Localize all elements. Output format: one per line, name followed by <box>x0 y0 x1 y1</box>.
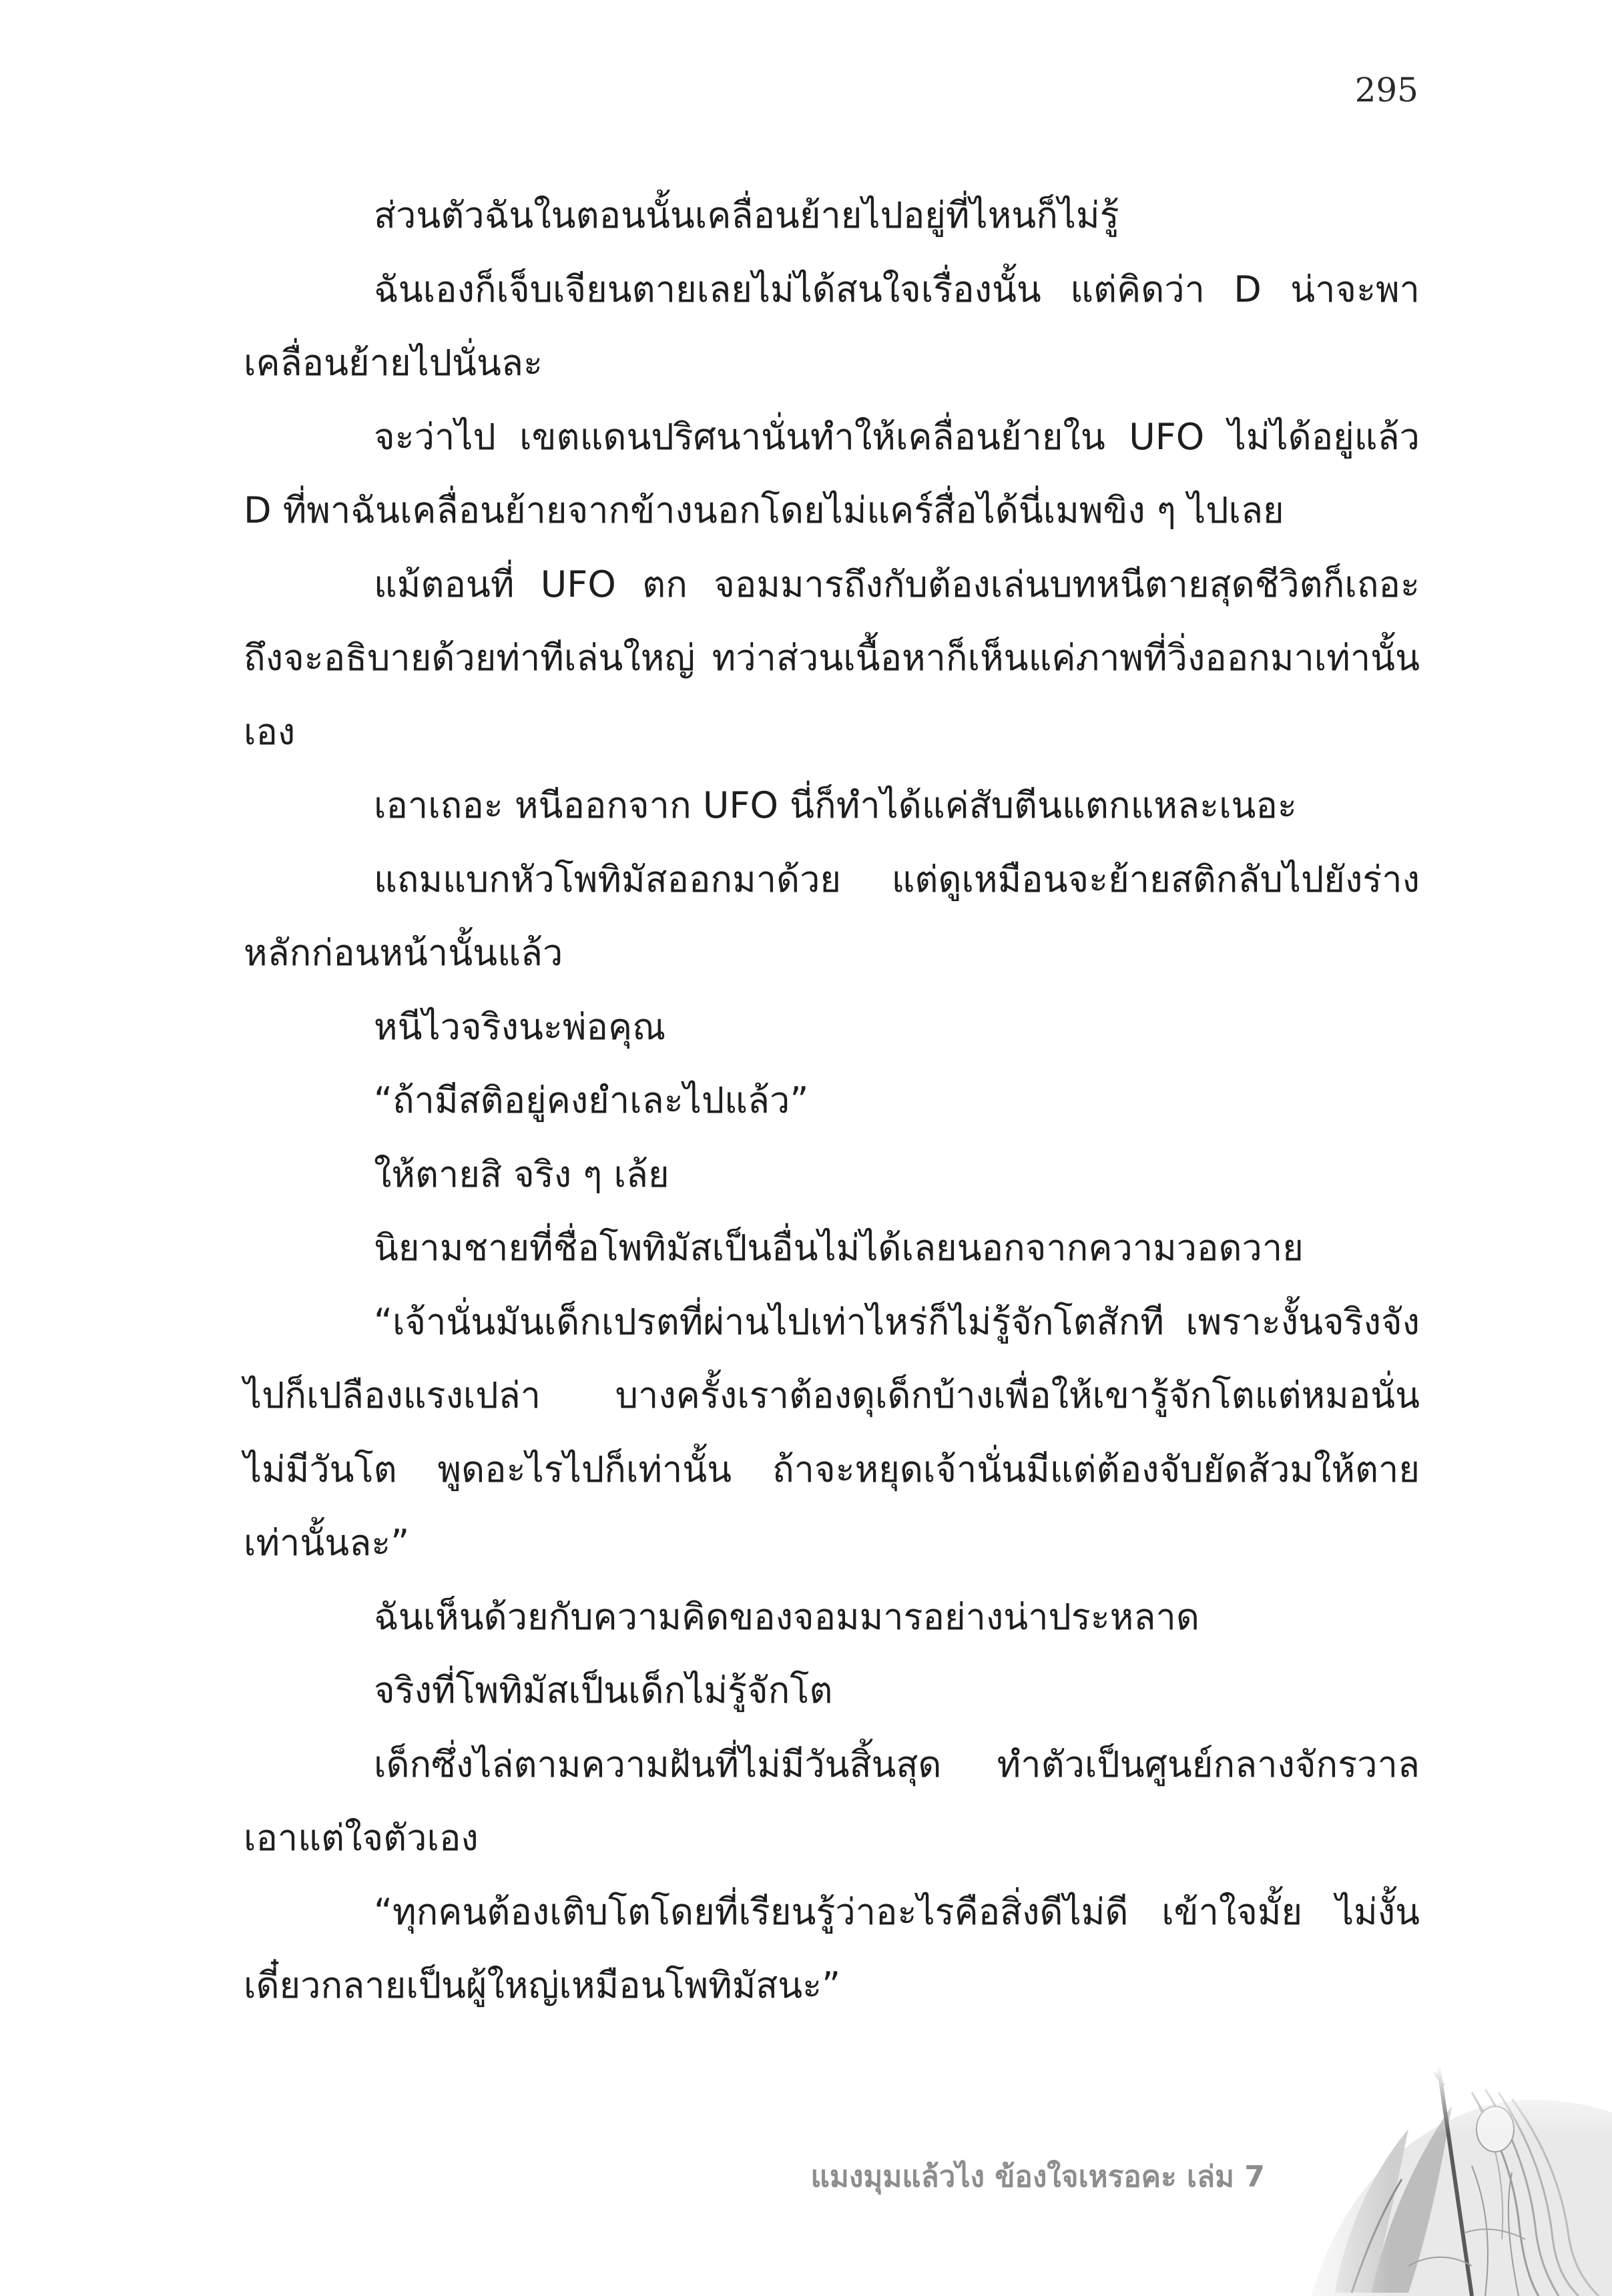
paragraph: แถมแบกหัวโพทิมัสออกมาด้วย แต่ดูเหมือนจะย้ายสติกลับไปยังร่างหลักก่อนหน้านั้นแล้ว <box>244 858 1420 974</box>
paragraph: “ถ้ามีสติอยู่คงยำเละไปแล้ว” <box>374 1079 809 1121</box>
paragraph: ฉันเห็นด้วยกับความคิดของจอมมารอย่างน่าประหลาด <box>374 1595 1199 1638</box>
paragraph: เด็กซึ่งไล่ตามความฝันที่ไม่มีวันสิ้นสุด ทำตัวเป็นศูนย์กลางจักรวาล เอาแต่ใจตัวเอง <box>244 1743 1420 1859</box>
running-footer-title: แมงมุมแล้วไง ข้องใจเหรอคะ เล่ม 7 <box>810 2160 1265 2194</box>
paragraph: หนีไวจริงนะพ่อคุณ <box>374 1005 666 1048</box>
paragraph: จะว่าไป เขตแดนปริศนานั่นทำให้เคลื่อนย้ายใน UFO ไม่ได้อยู่แล้ว D ที่พาฉันเคลื่อนย้ายจากข้างนอกโดยไม่แคร์สื่อได้นี่เมพขิง ๆ ไปเลย <box>244 415 1420 531</box>
paragraph: เอาเถอะ หนีออกจาก UFO นี่ก็ทำได้แค่สับตีนแตกแหละเนอะ <box>374 784 1297 826</box>
body-text <box>244 179 1420 2023</box>
paragraph: “ทุกคนต้องเติบโตโดยที่เรียนรู้ว่าอะไรคือสิ่งดีไม่ดี เข้าใจมั้ย ไม่งั้นเดี๋ยวกลายเป็นผู้ใหญ่เหมือนโพทิมัสนะ” <box>244 1890 1420 2006</box>
paragraph: ให้ตายสิ จริง ๆ เล้ย <box>374 1153 669 1195</box>
character-sketch-illustration <box>1272 2066 1612 2296</box>
paragraph: นิยามชายที่ชื่อโพทิมัสเป็นอื่นไม่ได้เลยนอกจากความวอดวาย <box>374 1227 1304 1269</box>
paragraph: แม้ตอนที่ UFO ตก จอมมารถึงกับต้องเล่นบทหนีตายสุดชีวิตก็เถอะ ถึงจะอธิบายด้วยท่าทีเล่นใหญ่ ทว่าส่วนเนื้อหาก็เห็นแค่ภาพที่วิ่งออกมาเท่านั้นเอง <box>244 563 1420 753</box>
paragraph: ส่วนตัวฉันในตอนนั้นเคลื่อนย้ายไปอยู่ที่ไหนก็ไม่รู้ <box>374 194 1119 236</box>
paragraph: “เจ้านั่นมันเด็กเปรตที่ผ่านไปเท่าไหร่ก็ไม่รู้จักโตสักที เพราะงั้นจริงจังไปก็เปลืองแรงเปล่า บางครั้งเราต้องดุเด็กบ้างเพื่อให้เขารู้จักโตแต่หมอนั่นไม่มีวันโต พูดอะไรไปก็เท่านั้น ถ้าจะหยุดเจ้านั่นมีแต่ต้องจับยัดส้วมให้ตายเท่านั้นละ” <box>244 1300 1420 1564</box>
page-number: 295 <box>1354 71 1418 109</box>
paragraph: ฉันเองก็เจ็บเจียนตายเลยไม่ได้สนใจเรื่องนั้น แต่คิดว่า D น่าจะพาเคลื่อนย้ายไปนั่นละ <box>244 268 1420 384</box>
paragraph: จริงที่โพทิมัสเป็นเด็กไม่รู้จักโต <box>374 1669 833 1711</box>
